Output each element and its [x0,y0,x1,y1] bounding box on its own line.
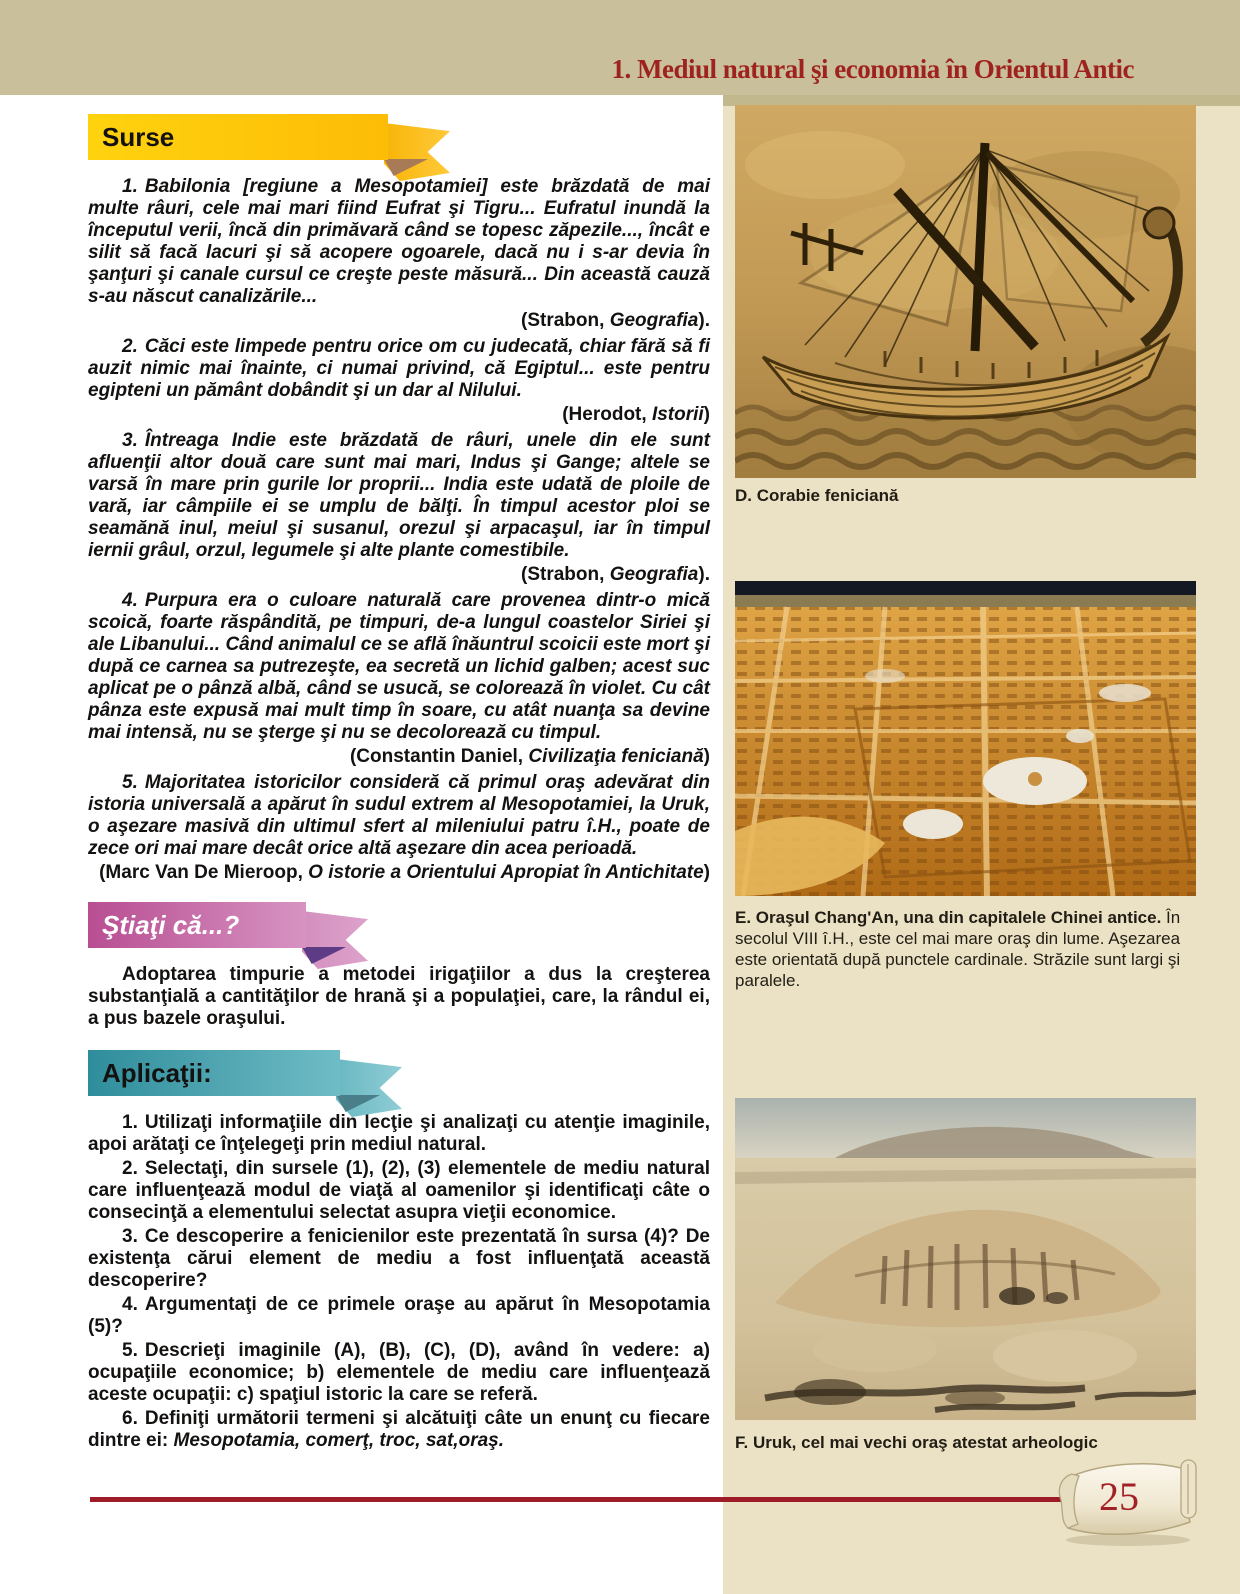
image-phoenician-ship [735,105,1196,478]
source-text: 1. Babilonia [regiune a Mesopotamiei] este brăzdată de mai multe râuri, cele mai mari fiind Eufrat şi Tigru... Eufratul inundă la începutul verii, încă din primăvară când se topesc zăpezile..., încât e silit să facă lacuri şi să acopere ogoarele, dacă nu i s-ar devia în şanţuri şi canale cursul ce creşte peste măsură... Din această cauză s-au născut canalizările... [88,176,710,307]
caption-uruk-ruins: F. Uruk, cel mai vechi oraş atestat arheologic [735,1433,1098,1452]
application-item: 4. Argumentaţi de ce primele oraşe au apărut în Mesopotamia (5)? [88,1294,710,1337]
sources-banner [88,114,710,160]
source-text: 3. Întreaga Indie este brăzdată de râuri, unele din ele sunt afluenţii altor două care sunt mai mari, Indus şi Gange; altele se varsă în mare prin gurile lor proprii... India este udată de ploile de vară, iar câmpiile ei se umplu de bălţi. În timpul acestor ploi se seamănă inul, meiul şi susanul, orezul şi arpacaşul, iar în timpul iernii grâul, orzul, legumele şi alte plante comestibile. [88,430,710,561]
header-band [0,0,1240,95]
application-item: 5. Descrieţi imaginile (A), (B), (C), (D), având în vedere: a) ocupaţiile economice; b) elementele de mediu care influenţează aceste ocupaţii: c) spaţiul istoric la care se referă. [88,1340,710,1405]
chapter-title: 1. Mediul natural şi economia în Orientul Antic [611,54,1134,84]
uruk-ruins-illustration [735,1098,1196,1420]
applications-banner-label: Aplicaţii: [102,1057,212,1088]
changan-city-illustration [735,581,1196,896]
source-text: 5. Majoritatea istoricilor consideră că primul oraş adevărat din istoria universală a apărut în sudul extrem al Mesopotamiei, la Uruk, o aşezare masivă din ultimul sfert al mileniului patru î.H., poate de zece ori mai mare decât orice altă aşezare din acea perioadă. [88,772,710,859]
application-item: 6. Definiţi următorii termeni şi alcătuiţi câte un enunţ cu fiecare dintre ei: Mesopotamia, comerţ, troc, sat,oraş. [88,1408,710,1451]
application-item: 3. Ce descoperire a fenicienilor este prezentată în sursa (4)? De existenţa cărui element de mediu a fost influenţată această descoperire? [88,1226,710,1291]
figures-panel [723,95,1240,1594]
source-text: 2. Căci este limpede pentru orice om cu judecată, chiar fără să fi auzit nimic mai înainte, ci numai privind, că Egiptul... este pentru egipteni un pământ dobândit şi un dar al Nilului. [88,336,710,401]
source-text: 4. Purpura era o culoare naturală care provenea dintr-o mică scoică, foarte răspândită, pe timpuri, de-a lungul coastelor Siriei şi ale Libanului... Când animalul ce se află înăuntrul scoicii este mort şi după ce carnea sa putrezeşte, ea secretă un lichid galben; acest suc aplicat pe o pânză albă, când se usucă, se colorează în violet. Cu cât pânza este expusă mai mult timp în soare, cu atât nuanţa sa devine mai intensă, nu se şterge şi nu se decolorează cu timpul. [88,590,710,743]
applications-banner [88,1050,710,1096]
did-you-know-banner [88,902,710,948]
application-item: 2. Selectaţi, din sursele (1), (2), (3) elementele de mediu natural care influenţează modul de viaţă al oamenilor şi identificaţi câte o consecinţă a elementului selectat asupra vieţii economice. [88,1158,710,1223]
caption-changan-city: E. Oraşul Chang'An, una din capitalele Chinei antice. În secolul VIII î.H., este cel mai mare oraş din lume. Aşezarea este orientată după punctele cardinale. Străzile sunt largi şi paralele. [735,908,1181,990]
image-uruk-ruins [735,1098,1196,1420]
did-you-know-banner-label: Ştiaţi că...? [102,909,240,940]
source-attribution: (Strabon, Geografia). [521,310,710,331]
page-number: 25 [1099,1473,1139,1519]
phoenician-ship-illustration [735,105,1196,478]
source-attribution: (Strabon, Geografia). [521,564,710,585]
sources-banner-label: Surse [102,121,175,152]
footer-rule [90,1497,1062,1502]
did-you-know-text: Adoptarea timpurie a metodei irigaţiilor a dus la creşterea substanţială a cantităţilor de hrană şi a populaţiei, care, la rândul ei, a pus bazele oraşului. [88,964,710,1029]
main-text-column [88,104,710,1454]
source-attribution: (Constantin Daniel, Civilizaţia feniciană) [349,746,710,767]
caption-phoenician-ship: D. Corabie feniciană [735,486,899,505]
application-item: 1. Utilizaţi informaţiile din lecţie şi analizaţi cu atenţie imaginile, apoi arătaţi ce înţelegeţi prin mediul natural. [88,1112,710,1155]
page-number-scroll [1052,1450,1204,1548]
source-attribution: (Herodot, Istorii) [562,404,710,425]
image-changan-city [735,581,1196,896]
source-attribution: (Marc Van De Mieroop, O istorie a Orientului Apropiat în Antichitate) [99,862,710,883]
